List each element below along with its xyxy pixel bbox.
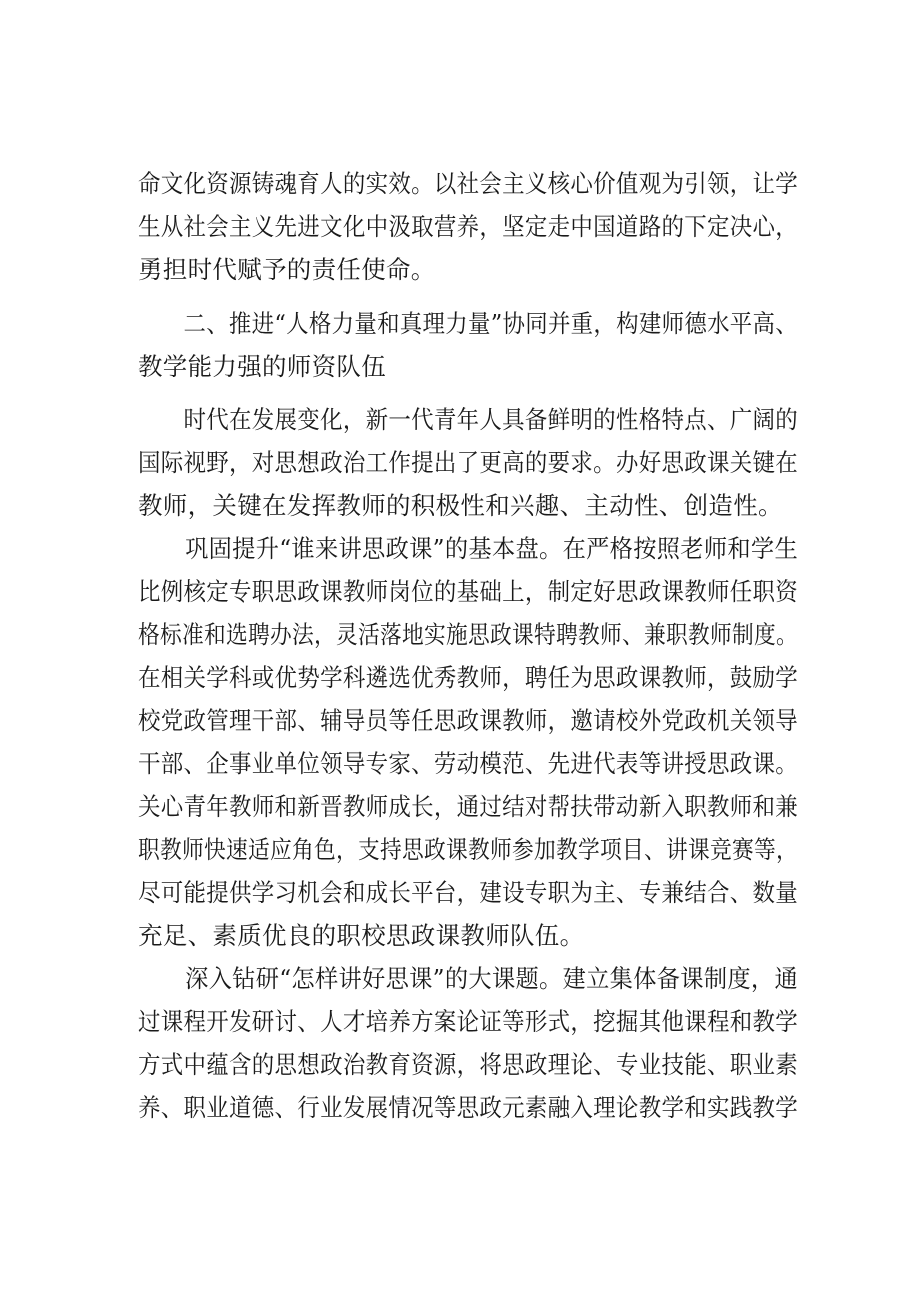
text-line: 比例核定专职思政课教师岗位的基础上，制定好思政课教师任职资 xyxy=(138,577,799,606)
heading-line: 二、推进“人格力量和真理力量”协同并重，构建师德水平高、 xyxy=(138,309,799,338)
text-line: 格标准和选聘办法，灵活落地实施思政课特聘教师、兼职教师制度。 xyxy=(138,620,799,649)
text-line: 方式中蕴含的思想政治教育资源，将思政理论、专业技能、职业素 xyxy=(138,1050,799,1079)
text-line: 勇担时代赋予的责任使命。 xyxy=(138,255,436,284)
paragraph-intro-continuation xyxy=(138,162,798,291)
text-line: 生从社会主义先进文化中汲取营养，坚定走中国道路的下定决心， xyxy=(138,212,799,241)
text-line: 命文化资源铸魂育人的实效。以社会主义核心价值观为引领，让学 xyxy=(138,169,799,198)
text-line: 干部、企事业单位领导专家、劳动模范、先进代表等讲授思政课。 xyxy=(138,749,799,778)
text-line: 充足、素质优良的职校思政课教师队伍。 xyxy=(138,921,585,950)
text-line: 深入钻研“怎样讲好思课”的大课题。建立集体备课制度，通 xyxy=(138,964,799,993)
heading-line: 教学能力强的师资队伍 xyxy=(138,352,386,381)
text-line: 过课程开发研讨、人才培养方案论证等形式，挖掘其他课程和教学 xyxy=(138,1007,799,1036)
text-line: 国际视野，对思想政治工作提出了更高的要求。办好思政课关键在 xyxy=(138,448,799,477)
paragraph-context xyxy=(138,398,798,527)
paragraph-teaching-research xyxy=(138,957,798,1129)
text-line: 养、职业道德、行业发展情况等思政元素融入理论教学和实践教学 xyxy=(138,1093,799,1122)
paragraph-teacher-base xyxy=(138,527,798,957)
text-line: 校党政管理干部、辅导员等任思政课教师，邀请校外党政机关领导 xyxy=(138,706,799,735)
text-line: 巩固提升“谁来讲思政课”的基本盘。在严格按照老师和学生 xyxy=(138,534,799,563)
text-line: 职教师快速适应角色，支持思政课教师参加教学项目、讲课竞赛等， xyxy=(138,835,799,864)
text-line: 时代在发展变化，新一代青年人具备鲜明的性格特点、广阔的 xyxy=(138,405,799,434)
section-heading xyxy=(138,302,798,388)
text-line: 教师，关键在发挥教师的积极性和兴趣、主动性、创造性。 xyxy=(138,491,783,520)
text-line: 关心青年教师和新晋教师成长，通过结对帮扶带动新入职教师和兼 xyxy=(138,792,799,821)
text-line: 尽可能提供学习机会和成长平台，建设专职为主、专兼结合、数量 xyxy=(138,878,799,907)
text-line: 在相关学科或优势学科遴选优秀教师，聘任为思政课教师，鼓励学 xyxy=(138,663,799,692)
